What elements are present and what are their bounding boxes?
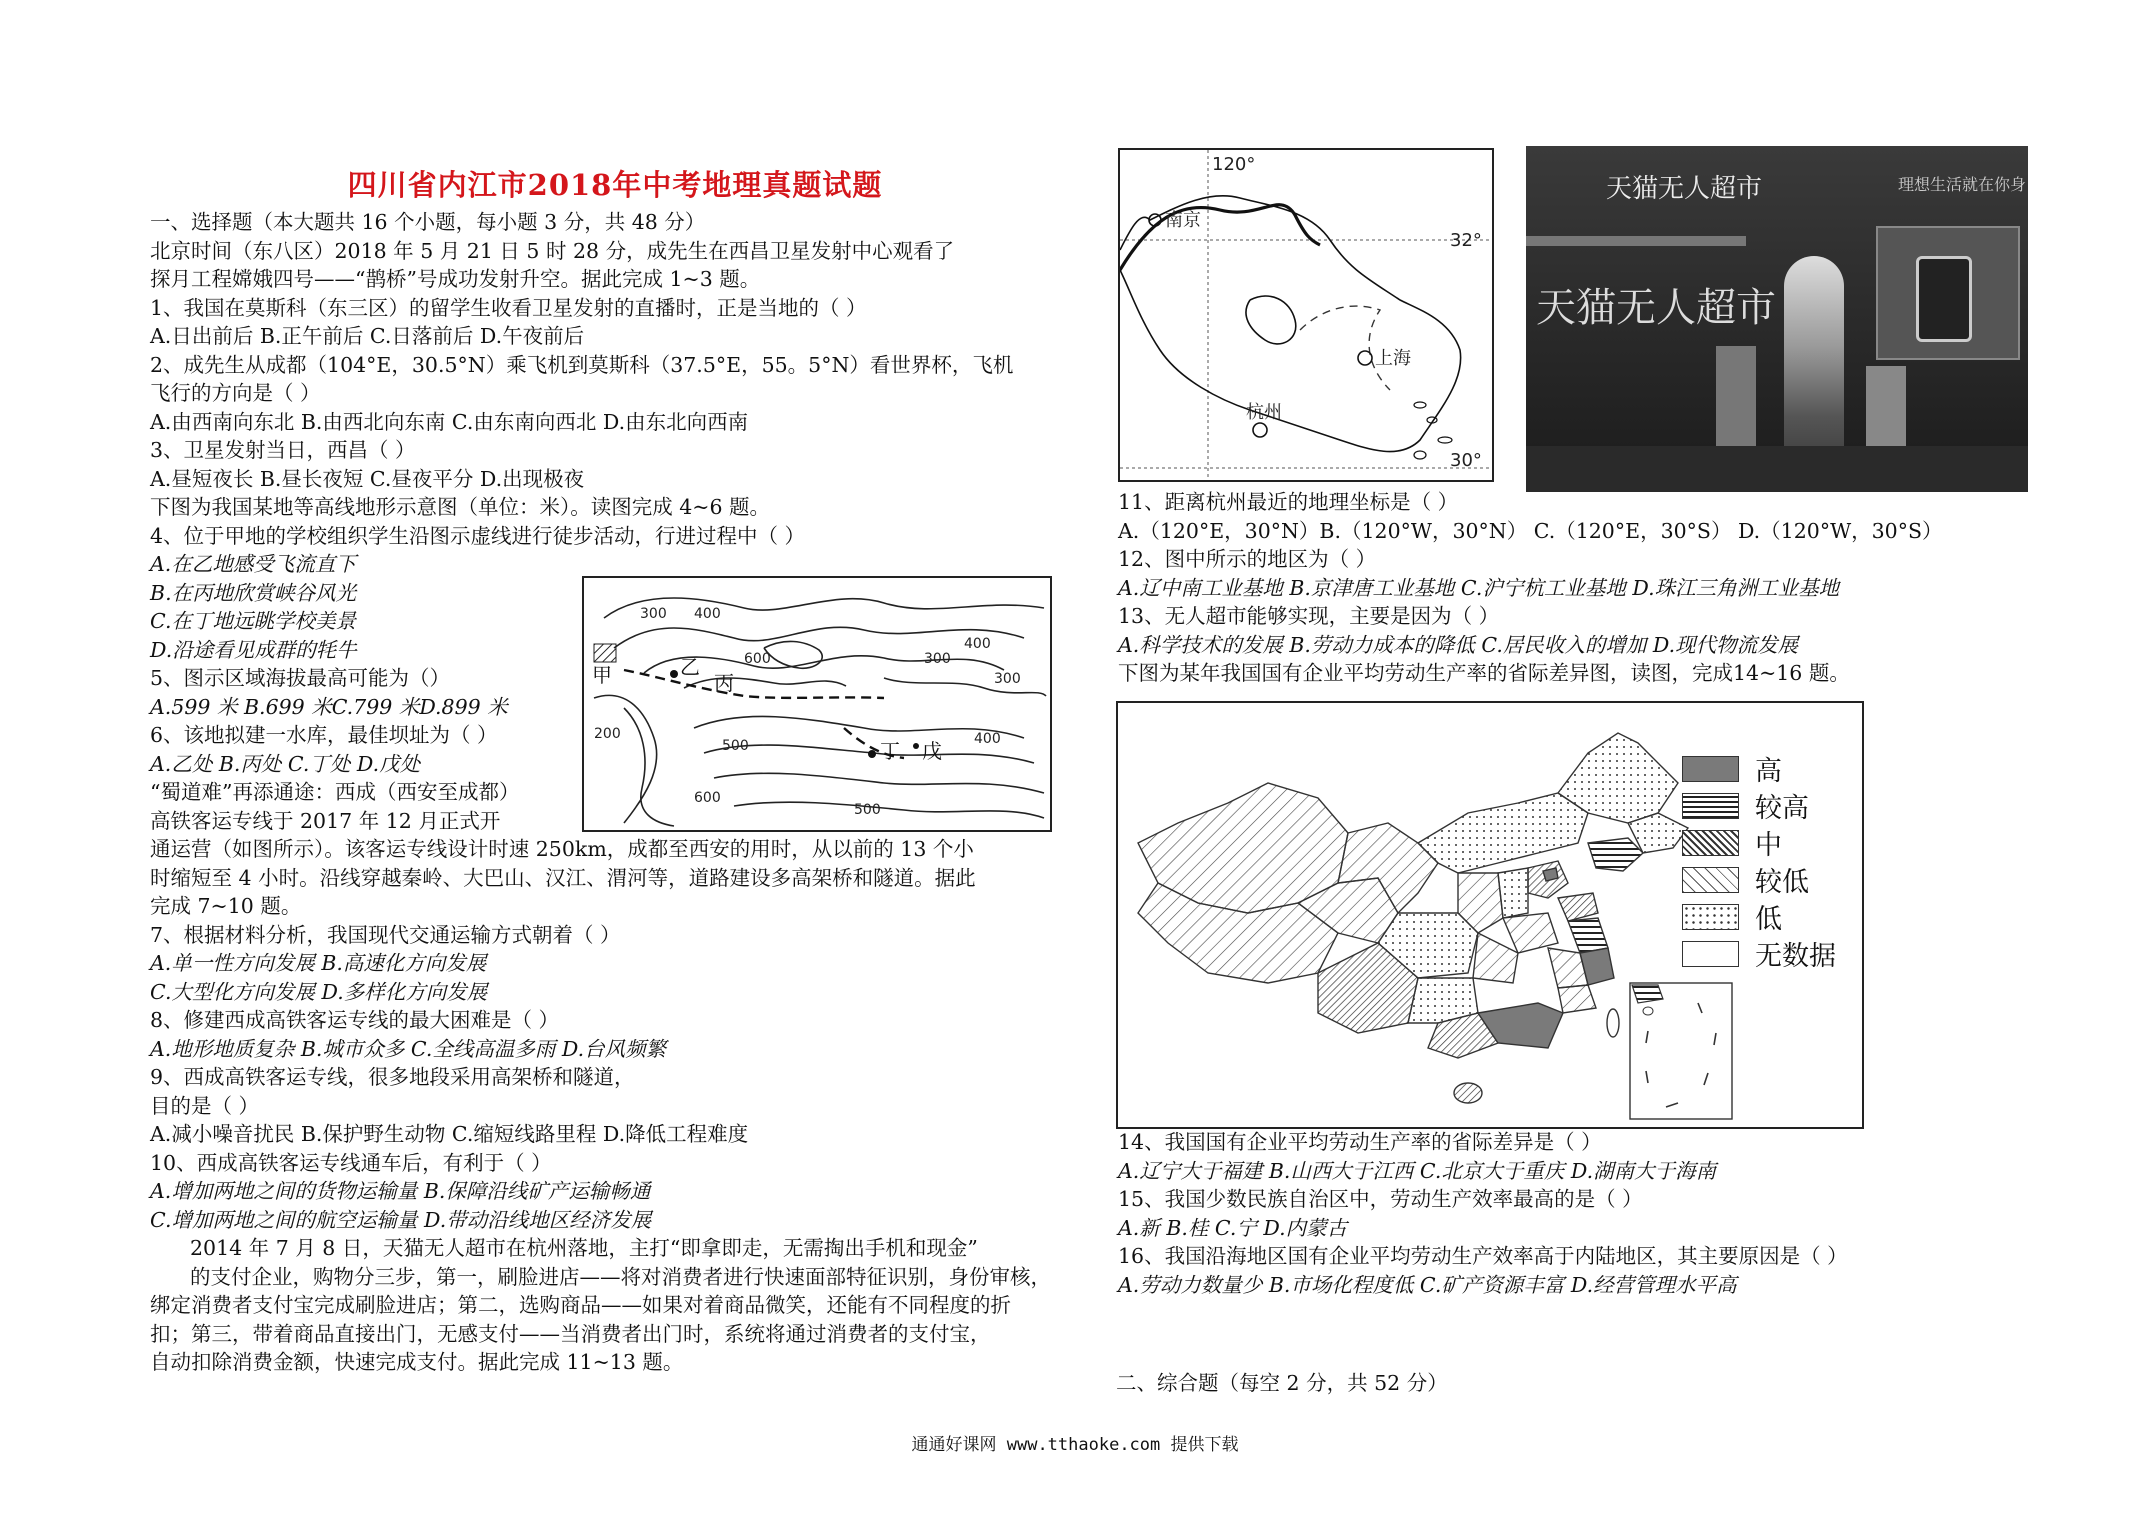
text-line: 6、该地拟建一水库，最佳坝址为（ ） <box>150 723 498 747</box>
text-line: A.科学技术的发展 B.劳动力成本的降低 C.居民收入的增加 D.现代物流发展 <box>1118 632 1799 657</box>
contour-label: 600 <box>744 651 771 667</box>
map-city-nanjing: 南京 <box>1165 210 1201 231</box>
text-line: 14、我国国有企业平均劳动生产率的省际差异是（ ） <box>1118 1130 1602 1154</box>
store-sign-top: 天猫无人超市 <box>1606 174 1763 204</box>
contour-label: 300 <box>994 671 1021 687</box>
legend-item-lower <box>1682 861 1836 898</box>
legend-label: 高 <box>1755 756 1782 787</box>
region-inner-mongolia <box>1418 793 1588 873</box>
place-jia: 甲 <box>592 663 612 687</box>
text-line: “蜀道难”再添通途：西成（西安至成都） <box>150 780 520 804</box>
contour-label: 400 <box>964 636 991 652</box>
text-line: 16、我国沿海地区国有企业平均劳动生产效率高于内陆地区，其主要原因是（ ） <box>1118 1244 1848 1268</box>
text-line: A.昼短夜长 B.昼长夜短 C.昼夜平分 D.出现极夜 <box>150 466 585 491</box>
legend-item-no-data <box>1682 935 1836 972</box>
text-line: 5、图示区域海拔最高可能为（） <box>150 666 451 690</box>
map-city-hangzhou: 杭州 <box>1246 402 1282 423</box>
region-taiwan <box>1607 1009 1619 1037</box>
text-line: A.劳动力数量少 B.市场化程度低 C.矿产资源丰富 D.经营管理水平高 <box>1118 1272 1737 1297</box>
place-bing: 丙 <box>714 671 734 695</box>
text-line: A.（120°E，30°N）B.（120°W，30°N） C.（120°E，30°S） D.（120°W，30°S） <box>1118 518 1943 543</box>
region-liaoning <box>1588 838 1643 871</box>
text-line: 扣；第三，带着商品直接出门，无感支付——当消费者出门时，系统将通过消费者的支付宝， <box>150 1321 991 1346</box>
legend-swatch <box>1682 793 1739 819</box>
text-line: 4、位于甲地的学校组织学生沿图示虚线进行徒步活动，行进过程中（ ） <box>150 523 806 548</box>
store-sign-big: 天猫无人超市 <box>1536 285 1776 331</box>
text-line: A.在乙地感受飞流直下 <box>150 552 356 576</box>
contour-label: 500 <box>722 738 749 754</box>
region-fujian <box>1558 985 1596 1013</box>
text-line: C.大型化方向发展 D.多样化方向发展 <box>150 979 488 1004</box>
contour-label: 500 <box>854 802 881 818</box>
right-column-questions-bottom <box>1118 1128 2108 1299</box>
legend-swatch <box>1682 941 1739 967</box>
legend-label: 低 <box>1755 904 1782 935</box>
text-line: B.在丙地欣赏峡谷风光 <box>150 580 357 605</box>
map-latitude-30-label: 30° <box>1450 450 1482 471</box>
text-line: 完成 7~10 题。 <box>150 894 302 918</box>
region-hubei-hunan <box>1473 933 1518 983</box>
south-china-sea-inset <box>1630 983 1732 1119</box>
contour-label: 200 <box>594 726 621 742</box>
legend-label: 较高 <box>1755 793 1809 824</box>
section-2-heading: 二、综合题（每空 2 分，共 52 分） <box>1116 1371 1448 1395</box>
legend-swatch <box>1682 904 1739 930</box>
text-line: 目的是（ ） <box>150 1093 260 1118</box>
text-line: A.599 米 B.699 米C.799 米D.899 米 <box>150 694 508 719</box>
contour-label: 300 <box>640 606 667 622</box>
text-line: A.辽中南工业基地 B.京津唐工业基地 C.沪宁杭工业基地 D.珠江三角洲工业基地 <box>1118 575 1840 600</box>
text-line: 北京时间（东八区）2018 年 5 月 21 日 5 时 28 分，成先生在西昌卫星发射中心观看了 <box>150 238 955 263</box>
text-line: 10、西成高铁客运专线通车后，有利于（ ） <box>150 1150 552 1175</box>
text-line: A.地形地质复杂 B.城市众多 C.全线高温多雨 D.台风频繁 <box>150 1036 667 1061</box>
unmanned-store-photo <box>1526 146 2028 492</box>
text-line: 2、成先生从成都（104°E，30.5°N）乘飞机到莫斯科（37.5°E，55。5°N）看世界杯，飞机 <box>150 352 1014 377</box>
text-line: 的支付企业，购物分三步，第一，刷脸进店——将对消费者进行快速面部特征识别，身份审核， <box>190 1264 1051 1289</box>
legend-item-higher <box>1682 787 1836 824</box>
contour-map <box>582 576 1052 832</box>
region-map <box>1118 148 1494 482</box>
text-line: 下图为某年我国国有企业平均劳动生产率的省际差异图，读图，完成14~16 题。 <box>1118 661 1850 685</box>
legend-swatch <box>1682 830 1739 856</box>
text-line: 13、无人超市能够实现，主要是因为（ ） <box>1118 604 1500 628</box>
text-line: 绑定消费者支付宝完成刷脸进店；第二，选购商品——如果对着商品微笑，还能有不同程度的折 <box>150 1293 1011 1317</box>
text-line: 探月工程嫦娥四号——“鹊桥”号成功发射升空。据此完成 1~3 题。 <box>150 267 761 291</box>
text-line: A.减小噪音扰民 B.保护野生动物 C.缩短线路里程 D.降低工程难度 <box>150 1122 749 1146</box>
right-column-questions-top <box>1118 488 2108 688</box>
contour-label: 600 <box>694 790 721 806</box>
map-latitude-32-label: 32° <box>1450 230 1482 251</box>
text-line: C.增加两地之间的航空运输量 D.带动沿线地区经济发展 <box>150 1207 652 1232</box>
region-hainan <box>1454 1083 1482 1103</box>
map-longitude-label: 120° <box>1212 154 1256 175</box>
store-sign-right: 理想生活就在你身 <box>1898 175 2027 194</box>
text-line: 通运营（如图所示）。该客运专线设计时速 250km，成都至西安的用时，从以前的 13 个小 <box>150 837 974 861</box>
legend-item-medium <box>1682 824 1836 861</box>
contour-label: 400 <box>974 731 1001 747</box>
text-line: 8、修建西成高铁客运专线的最大困难是（ ） <box>150 1008 560 1032</box>
floor <box>1526 446 2028 492</box>
footer-source: 通通好课网 www.tthaoke.com 提供下载 <box>911 1435 1239 1455</box>
text-line: 11、距离杭州最近的地理坐标是（ ） <box>1118 490 1459 514</box>
text-line: C.在丁地远眺学校美景 <box>150 609 356 633</box>
region-map-drawing <box>1120 150 1492 480</box>
text-line: A.辽宁大于福建 B.山西大于江西 C.北京大于重庆 D.湖南大于海南 <box>1118 1158 1717 1183</box>
page-title: 四川省内江市2018年中考地理真题试题 <box>347 168 883 202</box>
text-line: 9、西成高铁客运专线，很多地段采用高架桥和隧道， <box>150 1065 635 1089</box>
text-line: 3、卫星发射当日，西昌（ ） <box>150 438 416 462</box>
text-line: 12、图中所示的地区为（ ） <box>1118 547 1377 571</box>
text-line: 高铁客运专线于 2017 年 12 月正式开 <box>150 808 501 833</box>
map-legend <box>1682 750 1836 972</box>
text-line: 15、我国少数民族自治区中，劳动生产效率最高的是（ ） <box>1118 1187 1643 1211</box>
legend-swatch <box>1682 756 1739 782</box>
text-line: 1、我国在莫斯科（东三区）的留学生收看卫星发射的直播时，正是当地的（ ） <box>150 295 867 320</box>
legend-item-high <box>1682 750 1836 787</box>
text-line: D.沿途看见成群的牦牛 <box>150 637 357 662</box>
place-yi: 乙 <box>680 655 700 679</box>
text-line: 自动扣除消费金额，快速完成支付。据此完成 11~13 题。 <box>150 1350 684 1374</box>
text-line: A.单一性方向发展 B.高速化方向发展 <box>150 951 487 975</box>
text-line: A.由西南向东北 B.由西北向东南 C.由东南向西北 D.由东北向西南 <box>150 409 749 434</box>
contour-label: 400 <box>694 606 721 622</box>
text-line: A.新 B.桂 C.宁 D.内蒙古 <box>1118 1215 1348 1240</box>
legend-swatch <box>1682 867 1739 893</box>
decor-bar <box>1526 236 1746 246</box>
legend-label: 无数据 <box>1755 941 1836 972</box>
text-line: 下图为我国某地等高线地形示意图（单位：米）。读图完成 4~6 题。 <box>150 495 771 519</box>
text-line: A.增加两地之间的货物运输量 B.保障沿线矿产运输畅通 <box>150 1179 651 1203</box>
region-henan <box>1503 913 1558 953</box>
map-city-shanghai: 上海 <box>1375 348 1411 369</box>
region-shandong <box>1558 893 1598 921</box>
phone-icon <box>1916 256 1972 342</box>
text-line: 2014 年 7 月 8 日，天猫无人超市在杭州落地，主打“即拿即走，无需掏出手机和现金” <box>190 1236 978 1260</box>
text-line: 时缩短至 4 小时。沿线穿越秦岭、大巴山、汉江、渭河等，道路建设多高架桥和隧道。据此 <box>150 865 976 890</box>
legend-item-low <box>1682 898 1836 935</box>
legend-label: 中 <box>1755 830 1782 861</box>
contour-label: 300 <box>924 651 951 667</box>
contour-map-drawing <box>584 578 1050 830</box>
region-beijing <box>1543 868 1558 881</box>
region-jiangsu <box>1568 918 1608 953</box>
place-ding: 丁 <box>880 739 900 763</box>
legend-label: 较低 <box>1755 867 1809 898</box>
text-line: 7、根据材料分析，我国现代交通运输方式朝着（ ） <box>150 922 621 947</box>
place-wu: 戊 <box>922 739 942 763</box>
text-line: A.乙处 B.丙处 C.丁处 D.戊处 <box>150 751 421 776</box>
text-line: 一、选择题（本大题共 16 个小题，每小题 3 分，共 48 分） <box>150 210 706 234</box>
text-line: A.日出前后 B.正午前后 C.日落前后 D.午夜前后 <box>150 324 585 348</box>
text-line: 飞行的方向是（ ） <box>150 381 321 405</box>
